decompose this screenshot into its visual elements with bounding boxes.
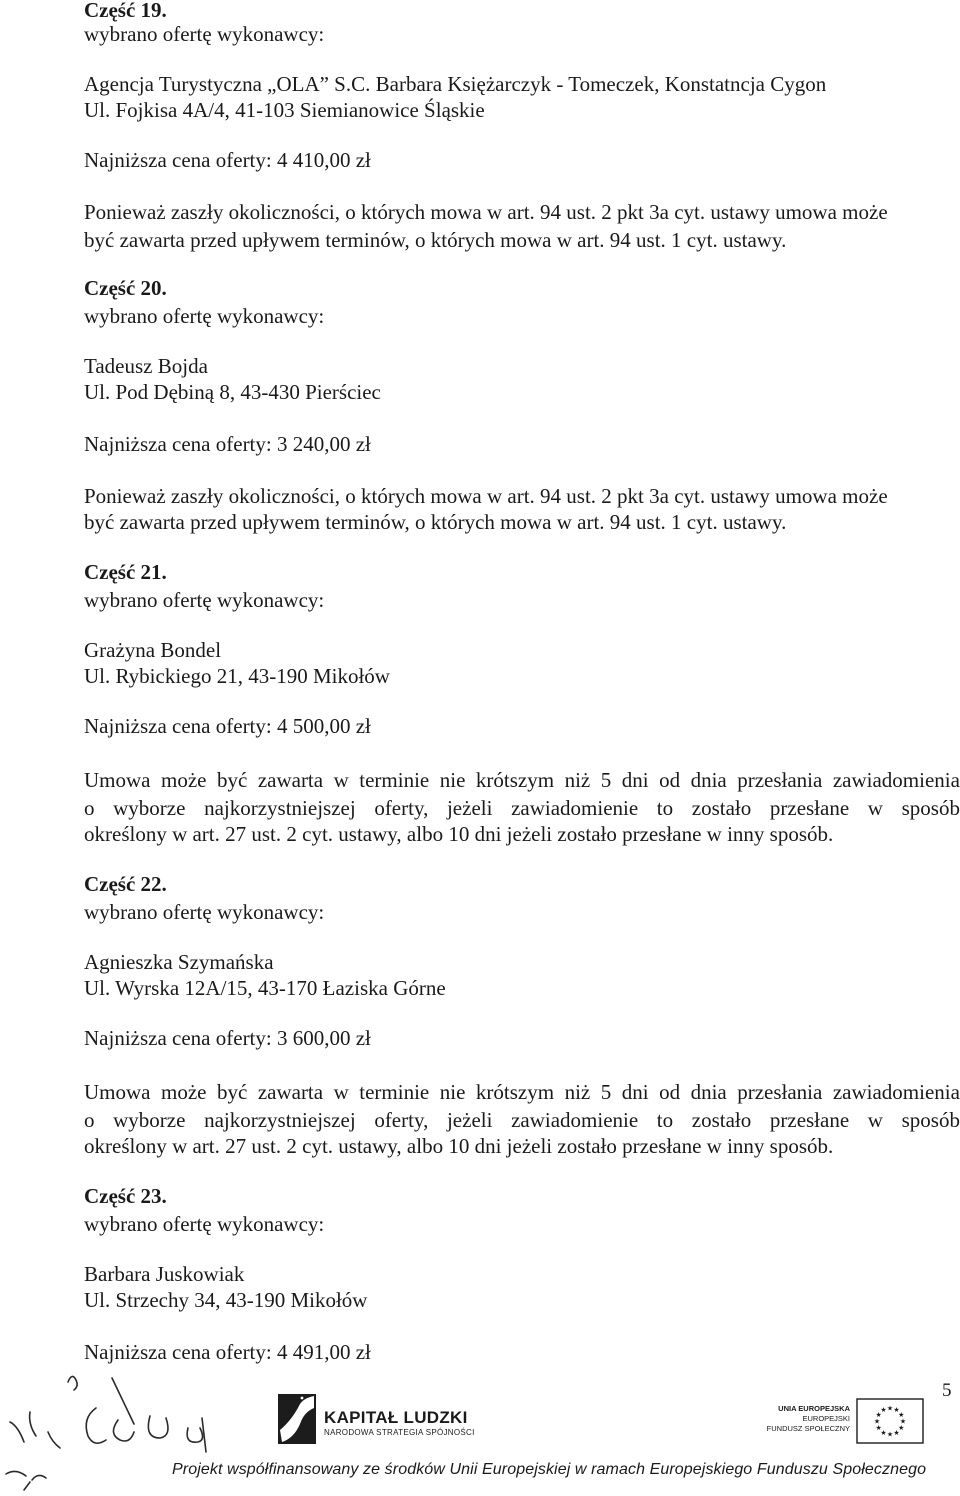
- note-word: Umowa: [84, 768, 151, 792]
- eu-star-icon: ★: [893, 1406, 900, 1415]
- eu-logo-line: EUROPEJSKI: [802, 1414, 850, 1423]
- note-word: dnia: [690, 768, 727, 792]
- note-word: terminie: [359, 1080, 430, 1104]
- footer-cofinancing-note: Projekt współfinansowany ze środków Unii Europejskiej w ramach Europejskiego Funduszu Społecznego: [172, 1461, 927, 1478]
- section-heading: Część 22.: [84, 872, 167, 896]
- note-word: 5: [600, 768, 612, 792]
- contractor-name: Barbara Juskowiak: [84, 1262, 245, 1286]
- note-word: jeżeli: [446, 1108, 493, 1132]
- note-word: dnia: [690, 1080, 727, 1104]
- section-heading: Część 23.: [84, 1184, 167, 1208]
- note-word: przesłania: [737, 1080, 823, 1104]
- chosen-offer-label: wybrano ofertę wykonawcy:: [84, 22, 325, 46]
- note-word: może: [161, 1080, 207, 1104]
- note-word: może: [161, 768, 207, 792]
- lowest-price: Najniższa cena oferty: 4 491,00 zł: [84, 1340, 371, 1364]
- eu-star-icon: ★: [899, 1417, 907, 1426]
- note-word: zawiadomienie: [511, 796, 639, 820]
- note-word: o: [84, 1108, 95, 1132]
- lowest-price: Najniższa cena oferty: 4 410,00 zł: [84, 148, 371, 172]
- note-word: najkorzystniejszej: [204, 796, 356, 820]
- note-word: przesłane: [769, 796, 850, 820]
- eu-star-icon: ★: [875, 1411, 882, 1419]
- note-word: to: [656, 1108, 674, 1132]
- note-line-justified: [84, 1080, 960, 1104]
- eu-star-icon: ★: [880, 1406, 887, 1415]
- chosen-offer-label: wybrano ofertę wykonawcy:: [84, 1212, 325, 1236]
- note-word: przesłania: [737, 768, 823, 792]
- note-word: o: [84, 796, 95, 820]
- note-word: przesłane: [769, 1108, 850, 1132]
- note-line: Ponieważ zaszły okoliczności, o których mowa w art. 94 ust. 2 pkt 3a cyt. ustawy umowa może: [84, 200, 888, 224]
- note-line-justified: [84, 796, 960, 820]
- eu-logo-line: UNIA EUROPEJSKA: [778, 1404, 850, 1413]
- eu-star-icon: ★: [886, 1430, 894, 1439]
- note-word: od: [659, 1080, 681, 1104]
- note-line: określony w art. 27 ust. 2 cyt. ustawy, albo 10 dni jeżeli zostało przesłane w inny sposób.: [84, 1134, 834, 1158]
- note-line: określony w art. 27 ust. 2 cyt. ustawy, albo 10 dni jeżeli zostało przesłane w inny sposób.: [84, 822, 834, 846]
- note-line-justified: [84, 768, 960, 792]
- note-word: krótszym: [475, 768, 555, 792]
- page-number: 5: [942, 1380, 952, 1401]
- eu-star-icon: ★: [898, 1424, 905, 1432]
- eu-stars-flag-icon: [856, 1398, 924, 1444]
- eu-star-icon: ★: [873, 1417, 881, 1426]
- contractor-address: Ul. Strzechy 34, 43-190 Mikołów: [84, 1288, 368, 1312]
- note-word: nie: [439, 768, 466, 792]
- eu-star-icon: ★: [880, 1428, 887, 1437]
- lowest-price: Najniższa cena oferty: 4 500,00 zł: [84, 714, 371, 738]
- note-word: to: [656, 796, 674, 820]
- note-word: nie: [439, 1080, 466, 1104]
- kapital-ludzki-flag-icon: [276, 1390, 320, 1448]
- eu-star-icon: ★: [893, 1428, 900, 1437]
- eu-social-fund-logo: [752, 1398, 927, 1448]
- eu-star-icon: ★: [875, 1424, 882, 1432]
- lowest-price: Najniższa cena oferty: 3 240,00 zł: [84, 432, 371, 456]
- chosen-offer-label: wybrano ofertę wykonawcy:: [84, 304, 325, 328]
- note-word: w: [333, 1080, 349, 1104]
- note-word: zawiadomienia: [832, 1080, 960, 1104]
- contractor-name: Tadeusz Bojda: [84, 354, 208, 378]
- eu-star-icon: ★: [898, 1411, 905, 1419]
- logo-subtitle: NARODOWA STRATEGIA SPÓJNOŚCI: [324, 1428, 475, 1437]
- note-word: niż: [564, 768, 591, 792]
- note-word: dni: [621, 1080, 649, 1104]
- note-word: być: [216, 768, 248, 792]
- contractor-address: Ul. Rybickiego 21, 43-190 Mikołów: [84, 664, 390, 688]
- chosen-offer-label: wybrano ofertę wykonawcy:: [84, 588, 325, 612]
- contractor-name: Grażyna Bondel: [84, 638, 222, 662]
- chosen-offer-label: wybrano ofertę wykonawcy:: [84, 900, 325, 924]
- note-word: Umowa: [84, 1080, 151, 1104]
- eu-logo-text: [752, 1404, 850, 1434]
- note-word: zawarta: [257, 768, 324, 792]
- note-word: terminie: [359, 768, 430, 792]
- note-word: krótszym: [475, 1080, 555, 1104]
- section-heading: Część 19.: [84, 0, 167, 22]
- note-word: oferty,: [374, 796, 429, 820]
- eu-logo-line: FUNDUSZ SPOŁECZNY: [766, 1424, 850, 1433]
- kapital-ludzki-logo: [276, 1390, 506, 1450]
- note-line: być zawarta przed upływem terminów, o których mowa w art. 94 ust. 1 cyt. ustawy.: [84, 510, 787, 534]
- note-word: niż: [564, 1080, 591, 1104]
- note-word: zostało: [691, 796, 752, 820]
- contractor-address: Ul. Pod Dębiną 8, 43-430 Pierściec: [84, 380, 381, 404]
- note-line: być zawarta przed upływem terminów, o których mowa w art. 94 ust. 1 cyt. ustawy.: [84, 228, 787, 252]
- note-word: zawiadomienia: [832, 768, 960, 792]
- note-line: Ponieważ zaszły okoliczności, o których mowa w art. 94 ust. 2 pkt 3a cyt. ustawy umowa może: [84, 484, 888, 508]
- note-word: w: [867, 796, 883, 820]
- note-word: w: [333, 768, 349, 792]
- note-word: dni: [621, 768, 649, 792]
- note-word: zostało: [691, 1108, 752, 1132]
- note-word: jeżeli: [446, 796, 493, 820]
- note-word: oferty,: [374, 1108, 429, 1132]
- lowest-price: Najniższa cena oferty: 3 600,00 zł: [84, 1026, 371, 1050]
- contractor-address: Ul. Wyrska 12A/15, 43-170 Łaziska Górne: [84, 976, 446, 1000]
- section-heading: Część 20.: [84, 276, 167, 300]
- note-word: sposób: [901, 796, 960, 820]
- note-word: sposób: [901, 1108, 960, 1132]
- note-word: najkorzystniejszej: [204, 1108, 356, 1132]
- contractor-name: Agencja Turystyczna „OLA” S.C. Barbara Księżarczyk - Tomeczek, Konstatncja Cygon: [84, 72, 827, 96]
- note-line-justified: [84, 1108, 960, 1132]
- note-word: zawiadomienie: [511, 1108, 639, 1132]
- contractor-address: Ul. Fojkisa 4A/4, 41-103 Siemianowice Śląskie: [84, 98, 485, 122]
- note-word: wyborze: [113, 796, 186, 820]
- note-word: wyborze: [113, 1108, 186, 1132]
- note-word: 5: [600, 1080, 612, 1104]
- logo-title: KAPITAŁ LUDZKI: [324, 1408, 468, 1427]
- section-heading: Część 21.: [84, 560, 167, 584]
- note-word: od: [659, 768, 681, 792]
- contractor-name: Agnieszka Szymańska: [84, 950, 274, 974]
- note-word: w: [867, 1108, 883, 1132]
- note-word: być: [216, 1080, 248, 1104]
- note-word: zawarta: [257, 1080, 324, 1104]
- eu-star-icon: ★: [886, 1404, 894, 1413]
